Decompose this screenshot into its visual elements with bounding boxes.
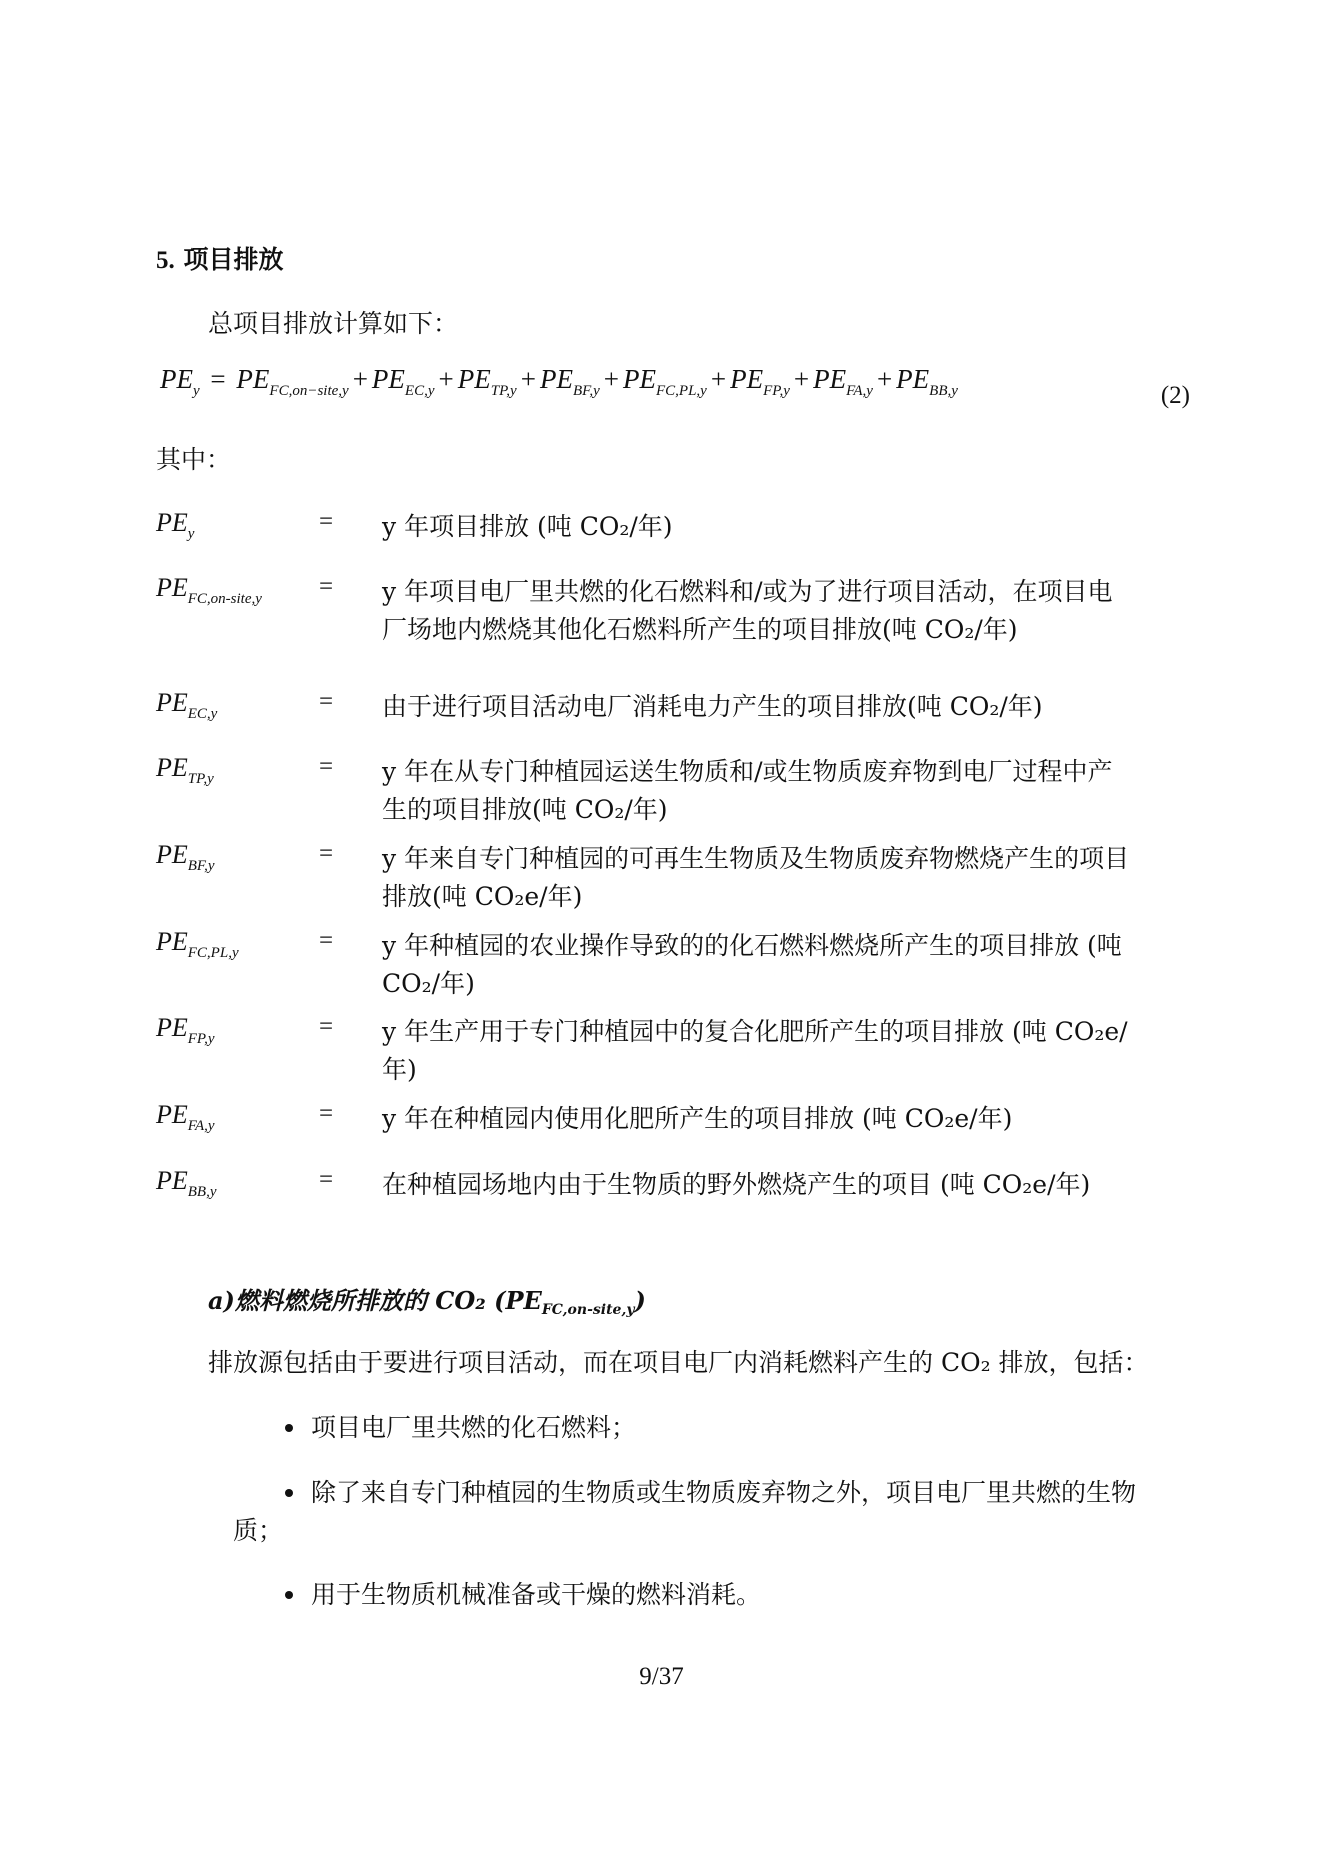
bullet-line <box>285 1576 1205 1614</box>
intro-text: 总项目排放计算如下： <box>208 309 459 338</box>
definition-equals: = <box>319 753 334 780</box>
definition-symbol <box>156 1100 215 1135</box>
equation-2 <box>160 364 1190 414</box>
definition-symbol-base: PE <box>156 753 188 782</box>
definition-symbol-sub: TP,y <box>187 771 214 787</box>
bullet-line <box>285 1474 1205 1512</box>
definition-equals: = <box>319 573 334 600</box>
equation-term: PE <box>730 364 764 394</box>
equation-term-sub: BF,y <box>572 383 600 399</box>
definition-line: 在种植园场地内由于生物质的野外燃烧产生的项目 (吨 CO₂e/年) <box>382 1170 1091 1199</box>
definition-line: y 年在种植园内使用化肥所产生的项目排放 (吨 CO₂e/年) <box>382 1104 1013 1133</box>
definition-line: 生的项目排放(吨 CO₂/年) <box>382 795 668 824</box>
definition-description <box>382 1100 1132 1138</box>
section-heading <box>156 240 283 276</box>
definition-line: 年) <box>382 1055 417 1084</box>
subsection-suffix: ) <box>634 1286 646 1315</box>
definition-equals: = <box>319 927 334 954</box>
definition-symbol <box>156 688 217 723</box>
definition-description <box>382 753 1132 829</box>
definition-equals: = <box>319 688 334 715</box>
where-label: 其中： <box>156 445 232 474</box>
plus-operator: + <box>793 364 810 394</box>
definition-equals: = <box>319 840 334 867</box>
definition-symbol-sub: FC,on-site,y <box>187 591 262 607</box>
plus-operator: + <box>352 364 368 394</box>
equation-term-sub: TP,y <box>490 383 517 399</box>
definition-symbol-sub: FP,y <box>187 1031 215 1047</box>
definition-symbol <box>156 753 214 788</box>
definition-line: CO₂/年) <box>382 969 475 998</box>
subsection-prefix: a)燃料燃烧所排放的 CO₂ (PE <box>208 1286 542 1315</box>
definition-description <box>382 508 1132 546</box>
plus-operator: + <box>876 364 893 394</box>
definition-symbol-sub: BF,y <box>187 858 215 874</box>
section-number: 5. <box>156 247 175 274</box>
bullet-item <box>233 1474 1205 1550</box>
definition-symbol-sub: FA,y <box>187 1118 215 1134</box>
equation-formula: $PE_y = PE_{FC,on-site,y} + PE_{EC,y} + PE_{TP,y} + PE_{BF,y} + PE_{FC,PL,y} + PE_{FP,y} + PE_{FA,y} + PE_{BB,y}$ <box>160 364 958 399</box>
bullet-dot-icon <box>285 1489 293 1497</box>
bullet-text: 项目电厂里共燃的化石燃料； <box>311 1413 637 1442</box>
equation-lhs-sub: y <box>193 383 200 399</box>
definition-symbol-base: PE <box>156 1100 188 1129</box>
equation-term-sub: FC,PL,y <box>656 383 707 399</box>
equation-term: PE <box>813 364 847 394</box>
definition-symbol <box>156 573 262 608</box>
definition-symbol-base: PE <box>156 1013 188 1042</box>
bullet-line <box>285 1409 1205 1447</box>
definition-line: y 年项目排放 (吨 CO₂/年) <box>382 512 673 541</box>
subsection-sub: FC,on-site,y <box>541 1302 635 1318</box>
definition-symbol-base: PE <box>156 508 188 537</box>
equation-number: (2) <box>1160 382 1190 409</box>
bullet-item <box>285 1409 1205 1447</box>
definition-symbol <box>156 1013 215 1048</box>
definition-symbol-base: PE <box>156 840 188 869</box>
definition-line: 由于进行项目活动电厂消耗电力产生的项目排放(吨 CO₂/年) <box>382 692 1043 721</box>
plus-operator: + <box>438 364 454 394</box>
definition-description <box>382 1013 1132 1089</box>
definition-line: 厂场地内燃烧其他化石燃料所产生的项目排放(吨 CO₂/年) <box>382 615 1018 644</box>
definition-symbol-sub: y <box>187 526 195 542</box>
bullet-dot-icon <box>285 1591 293 1599</box>
definition-line: y 年种植园的农业操作导致的的化石燃料燃烧所产生的项目排放 (吨 <box>382 931 1122 960</box>
equation-term: PE <box>539 364 573 394</box>
definition-line: y 年在从专门种植园运送生物质和/或生物质废弃物到电厂过程中产 <box>382 757 1113 786</box>
definition-equals: = <box>319 508 334 535</box>
section-title: 项目排放 <box>183 245 284 274</box>
bullet-dot-icon <box>285 1424 293 1432</box>
definition-symbol-sub: EC,y <box>187 706 218 722</box>
equation-term-sub: EC,y <box>404 383 435 399</box>
equation-term-sub: FP,y <box>763 383 790 399</box>
page-number: 9/37 <box>639 1663 684 1690</box>
definition-symbol-base: PE <box>156 927 188 956</box>
equation-term-sub: BB,y <box>929 383 958 399</box>
plus-operator: + <box>520 364 536 394</box>
definition-description <box>382 840 1132 916</box>
definition-equals: = <box>319 1100 334 1127</box>
equation-term: PE <box>236 364 270 394</box>
definition-line: y 年来自专门种植园的可再生生物质及生物质废弃物燃烧产生的项目 <box>382 844 1130 873</box>
bullet-text: 用于生物质机械准备或干燥的燃料消耗。 <box>311 1580 762 1609</box>
definition-symbol-base: PE <box>156 688 188 717</box>
definition-symbol-sub: FC,PL,y <box>187 945 239 961</box>
equation-lhs: PE <box>160 364 193 394</box>
equation-term-sub: FA,y <box>846 383 873 399</box>
definition-equals: = <box>319 1013 334 1040</box>
equation-term: PE <box>457 364 491 394</box>
bullet-text: 除了来自专门种植园的生物质或生物质废弃物之外，项目电厂里共燃的生物 <box>311 1478 1137 1507</box>
definition-equals: = <box>319 1166 334 1193</box>
definition-symbol-base: PE <box>156 573 188 602</box>
definition-description <box>382 927 1132 1003</box>
bullet-item <box>285 1576 1205 1614</box>
definition-symbol-sub: BB,y <box>187 1184 217 1200</box>
equation-term: PE <box>371 364 405 394</box>
definition-symbol <box>156 508 194 543</box>
definition-line: y 年项目电厂里共燃的化石燃料和/或为了进行项目活动，在项目电 <box>382 577 1113 606</box>
plus-operator: + <box>710 364 727 394</box>
definition-line: 排放(吨 CO₂e/年) <box>382 882 583 911</box>
plus-operator: + <box>603 364 619 394</box>
definition-description <box>382 688 1132 726</box>
definition-symbol <box>156 1166 217 1201</box>
definition-symbol <box>156 927 239 962</box>
definition-symbol <box>156 840 215 875</box>
definition-description <box>382 573 1132 649</box>
equation-term: PE <box>896 364 930 394</box>
bullet-continuation: 质； <box>233 1516 284 1545</box>
equation-terms <box>236 364 958 399</box>
equation-term: PE <box>623 364 656 394</box>
subsection-heading <box>208 1281 646 1318</box>
definition-description <box>382 1166 1132 1204</box>
emission-sources-paragraph: 排放源包括由于要进行项目活动，而在项目电厂内消耗燃料产生的 CO₂ 排放，包括： <box>208 1348 1149 1377</box>
definition-symbol-base: PE <box>156 1166 188 1195</box>
equation-term-sub: FC,on−site,y <box>269 383 349 399</box>
definition-line: y 年生产用于专门种植园中的复合化肥所产生的项目排放 (吨 CO₂e/ <box>382 1017 1128 1046</box>
